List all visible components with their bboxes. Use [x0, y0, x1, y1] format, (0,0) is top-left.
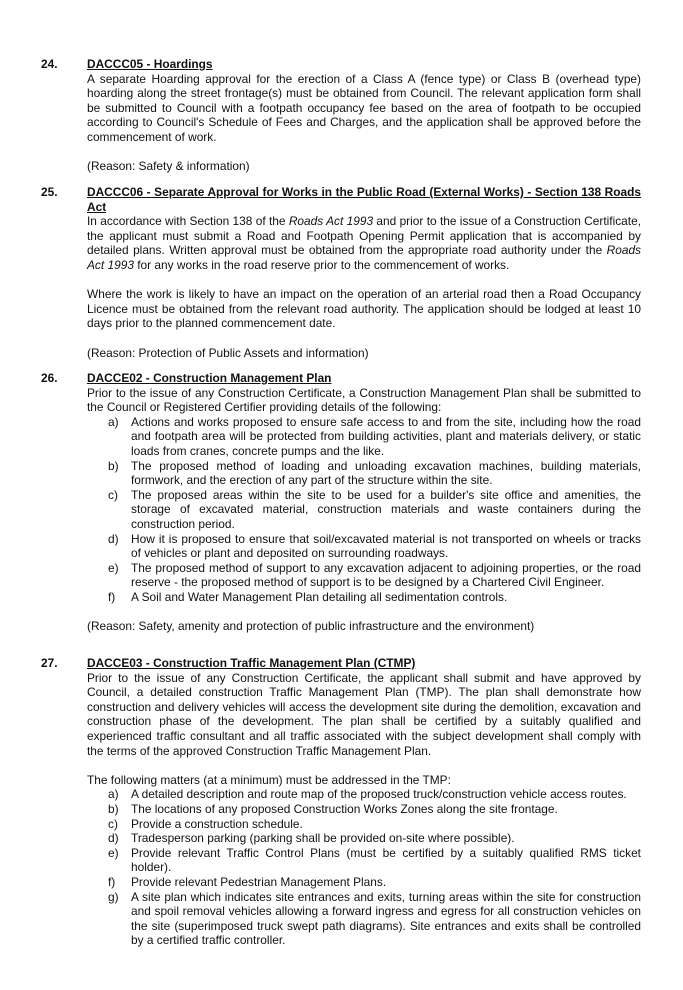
- condition-title: DACCC05 - Hoardings: [87, 57, 213, 71]
- list-text: A detailed description and route map of the proposed truck/construction vehicle access routes.: [131, 787, 627, 802]
- list-item: [87, 787, 641, 802]
- condition-title: DACCE02 - Construction Management Plan: [87, 371, 332, 385]
- list-label: d): [108, 831, 119, 846]
- condition-number: 27.: [41, 656, 58, 670]
- list-item: [87, 488, 641, 532]
- list-label: b): [108, 458, 119, 473]
- list-label: f): [108, 874, 116, 889]
- list-text: A site plan which indicates site entrances and exits, turning areas within the site for construction and spoil removal vehicles allowing a forward ingress and egress for all construction vehicles on the site (superimposed truck swept path diagrams). Site entrances and exits shall be controlled by a certified traffic controller.: [131, 889, 641, 948]
- list-item: [87, 802, 641, 817]
- list-item: [87, 846, 641, 875]
- condition-body: [87, 656, 641, 948]
- list-text: Provide relevant Traffic Control Plans (must be certified by a suitably qualified RMS ticket holder).: [131, 845, 641, 875]
- list-item: [87, 831, 641, 846]
- condition-number: 25.: [41, 185, 58, 199]
- list-text: A Soil and Water Management Plan detailing all sedimentation controls.: [131, 589, 508, 604]
- condition-paragraph: Prior to the issue of any Construction Certificate, a Construction Management Plan shall be submitted to the Council or Registered Certifier providing details of the following:: [87, 385, 641, 415]
- list-label: a): [108, 787, 119, 802]
- list-text: Tradesperson parking (parking shall be provided on-site where possible).: [131, 831, 515, 846]
- list-label: e): [108, 560, 119, 575]
- condition-paragraph: A separate Hoarding approval for the erection of a Class A (fence type) or Class B (overhead type) hoarding along the street frontage(s) must be obtained from Council. The relevant application form shall be submitted to Council with a footpath occupancy fee based on the area of footpath to be occupied according to Council's Schedule of Fees and Charges, and the application shall be approved before the commencement of work.: [87, 71, 641, 144]
- condition-lead: The following matters (at a minimum) must be addressed in the TMP:: [87, 772, 451, 787]
- list-text: Provide relevant Pedestrian Management Plans.: [131, 874, 387, 889]
- list-item: [87, 890, 641, 948]
- list-item: [87, 875, 641, 890]
- condition-paragraph: In accordance with Section 138 of the Roads Act 1993 and prior to the issue of a Construction Certificate, the applicant must submit a Road and Footpath Opening Permit application that is accompanied by detailed plans. Written approval must be obtained from the appropriate road authority under the Roads Act 1993 for any works in the road reserve prior to the commencement of works.: [87, 214, 642, 272]
- list-item: [87, 532, 641, 561]
- list-text: Actions and works proposed to ensure safe access to and from the site, including how the road and footpath area will be protected from building activities, plant and materials delivery, or static loads from cranes, concrete pumps and the like.: [131, 414, 641, 458]
- condition-number: 26.: [41, 371, 58, 385]
- list-label: a): [108, 414, 119, 429]
- condition-body: [87, 371, 641, 634]
- list-label: e): [108, 845, 119, 860]
- list-text: The proposed areas within the site to be used for a builder's site office and amenities, the storage of excavated material, construction materials and waste containers during the construction period.: [131, 487, 641, 531]
- list-text: The proposed method of loading and unloading excavation machines, building materials, formwork, and the erection of any part of the structure within the site.: [131, 458, 641, 488]
- list-item: [87, 415, 641, 459]
- condition-reason: (Reason: Safety, amenity and protection of public infrastructure and the environment): [87, 619, 535, 634]
- act-name: Roads Act 1993: [288, 214, 374, 229]
- condition-paragraph: Where the work is likely to have an impact on the operation of an arterial road then a Road Occupancy Licence must be obtained from the relevant road authority. The application should be lodged at least 10 days prior to the planned commencement date.: [87, 287, 641, 331]
- list-label: f): [108, 589, 116, 604]
- list-text: The proposed method of support to any excavation adjacent to adjoining properties, or the road reserve - the proposed method of support is to be designed by a Chartered Civil Engineer.: [131, 560, 641, 590]
- list-label: b): [108, 801, 119, 816]
- list-text: The locations of any proposed Construction Works Zones along the site frontage.: [131, 801, 558, 816]
- act-name: Roads Act 1993: [87, 243, 641, 272]
- requirement-list: [87, 787, 641, 948]
- condition-title: DACCE03 - Construction Traffic Management Plan (CTMP): [87, 656, 416, 670]
- list-item: [87, 817, 641, 832]
- list-label: g): [108, 889, 119, 904]
- condition-reason: (Reason: Protection of Public Assets and information): [87, 345, 369, 360]
- list-text: Provide a construction schedule.: [131, 816, 303, 831]
- list-text: How it is proposed to ensure that soil/excavated material is not transported on wheels or tracks of vehicles or plant and deposited on surrounding roadways.: [131, 531, 641, 561]
- condition-title: DACCC06 - Separate Approval for Works in the Public Road (External Works) - Section 138 Roads Act: [87, 185, 641, 214]
- requirement-list: [87, 415, 641, 605]
- list-item: [87, 561, 641, 590]
- condition-body: [87, 185, 641, 360]
- list-label: c): [108, 487, 118, 502]
- list-label: c): [108, 816, 118, 831]
- condition-reason: (Reason: Safety & information): [87, 159, 250, 174]
- condition-paragraph: Prior to the issue of any Construction Certificate, the applicant shall submit and have approved by Council, a detailed construction Traffic Management Plan (TMP). The plan shall demonstrate how construction and delivery vehicles will access the development site during the demolition, excavation and construction phase of the development. The plan shall be certified by a suitably qualified and experienced traffic consultant and all traffic associated with the subject development shall comply with the terms of the approved Construction Traffic Management Plan.: [87, 670, 641, 758]
- list-item: [87, 459, 641, 488]
- list-label: d): [108, 531, 119, 546]
- condition-number: 24.: [41, 57, 58, 71]
- list-item: [87, 590, 641, 605]
- condition-body: [87, 57, 641, 174]
